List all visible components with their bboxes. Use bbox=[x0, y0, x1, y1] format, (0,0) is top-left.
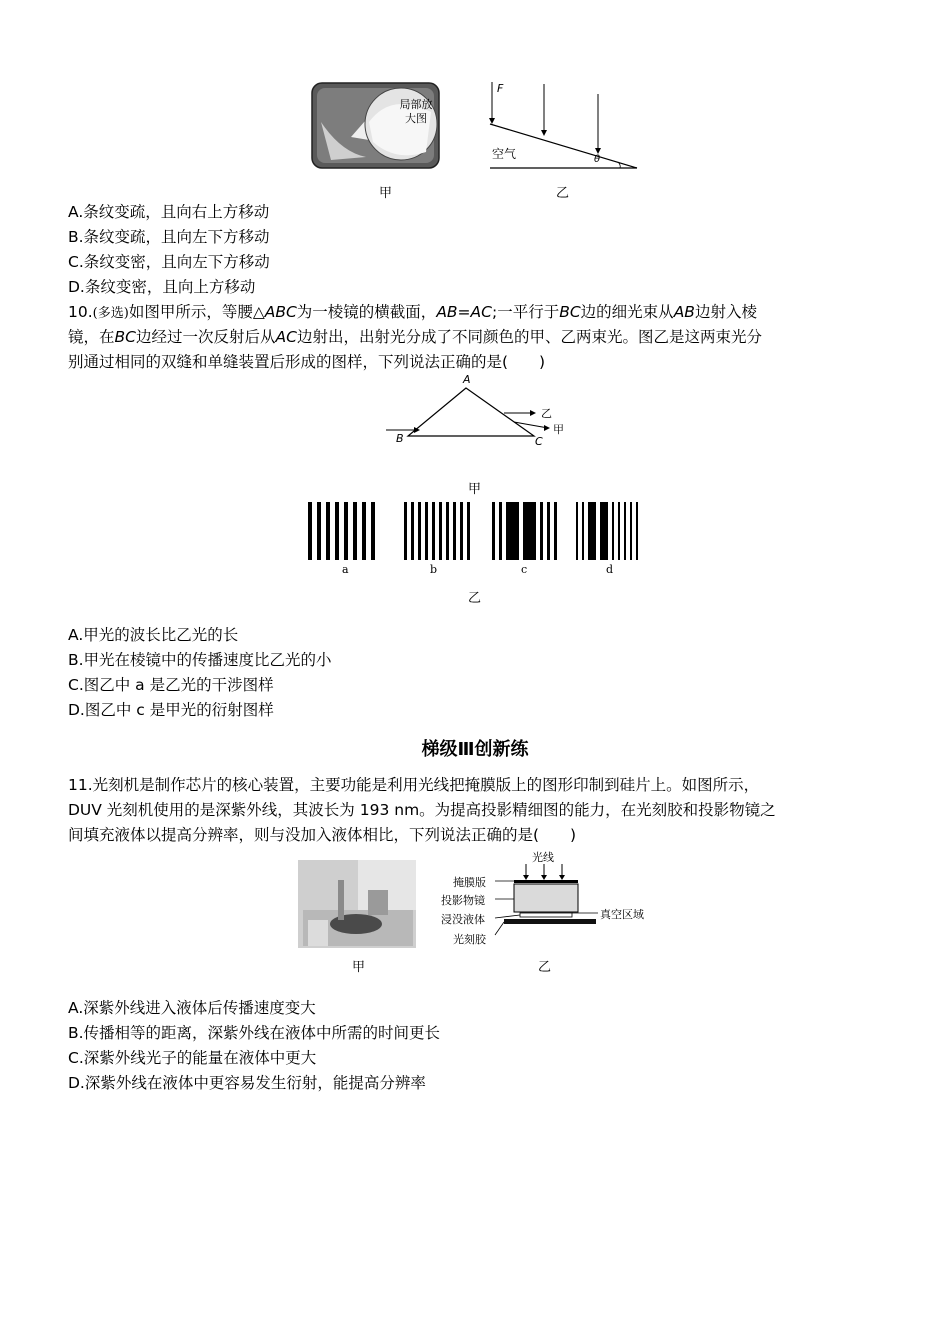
beam-yi-label: 乙 bbox=[541, 407, 552, 420]
q10-line-1: 10.(多选)如图甲所示，等腰△ABC为一棱镜的横截面，AB=AC;一平行于BC边的细光束从AB边射入棱 bbox=[68, 303, 757, 321]
lithography-photo bbox=[298, 860, 416, 948]
q11-line-3: 间填充液体以提高分辨率，则与没加入液体相比，下列说法正确的是( ) bbox=[68, 826, 577, 844]
q9-option-c: C.条纹变密，且向左下方移动 bbox=[68, 253, 270, 271]
lens-label: 投影物镜 bbox=[441, 894, 485, 907]
q9-option-d: D.条纹变密，且向上方移动 bbox=[68, 278, 256, 296]
q11-option-a: A.深紫外线进入液体后传播速度变大 bbox=[68, 999, 316, 1017]
q10-option-c: C.图乙中 a 是乙光的干涉图样 bbox=[68, 676, 274, 694]
q9-option-b: B.条纹变疏，且向左下方移动 bbox=[68, 228, 270, 246]
pattern-label-b: b bbox=[430, 563, 438, 576]
mask-label: 掩膜版 bbox=[453, 876, 486, 889]
pattern-d bbox=[576, 502, 638, 560]
light-label: 光线 bbox=[532, 851, 554, 864]
q9-option-a: A.条纹变疏，且向右上方移动 bbox=[68, 203, 270, 221]
vertex-a-label: A bbox=[463, 373, 471, 386]
fig9-caption-a: 甲 bbox=[379, 186, 393, 201]
q11-option-b: B.传播相等的距离，深紫外线在液体中所需的时间更长 bbox=[68, 1024, 441, 1042]
pattern-label-a: a bbox=[342, 563, 349, 576]
vertex-b-label: B bbox=[396, 432, 404, 445]
q10-option-a: A.甲光的波长比乙光的长 bbox=[68, 626, 239, 644]
q10-option-d: D.图乙中 c 是甲光的衍射图样 bbox=[68, 701, 274, 719]
pattern-label-c: c bbox=[521, 563, 528, 576]
q10-line-3: 别通过相同的双缝和单缝装置后形成的图样，下列说法正确的是( ) bbox=[68, 353, 546, 371]
angle-label: θ bbox=[594, 154, 601, 165]
q10-line-2: 镜，在BC边经过一次反射后从AC边射出，出射光分成了不同颜色的甲、乙两束光。图乙是这两束光分 bbox=[68, 328, 762, 346]
q11-line-2: DUV 光刻机使用的是深紫外线，其波长为 193 nm。为提高投影精细图的能力，在光刻胶和投影物镜之 bbox=[68, 801, 776, 819]
section-heading: 梯级Ⅲ创新练 bbox=[421, 739, 529, 760]
resist-label: 光刻胶 bbox=[453, 933, 486, 946]
pattern-c bbox=[492, 502, 557, 560]
prism-caption: 甲 bbox=[468, 482, 482, 497]
liquid-label: 浸没液体 bbox=[441, 913, 485, 926]
air-label: 空气 bbox=[492, 147, 517, 161]
q10-option-b: B.甲光在棱镜中的传播速度比乙光的小 bbox=[68, 651, 332, 669]
label-leaders bbox=[490, 878, 610, 940]
q11-caption-b: 乙 bbox=[538, 960, 552, 975]
vacuum-label: 真空区域 bbox=[600, 908, 644, 921]
vertex-c-label: C bbox=[535, 435, 543, 448]
pattern-a bbox=[308, 502, 375, 560]
fringe-patterns bbox=[306, 500, 646, 562]
patterns-caption: 乙 bbox=[468, 591, 482, 606]
pattern-b bbox=[404, 502, 470, 560]
q11-caption-a: 甲 bbox=[352, 960, 366, 975]
fig9-caption-b: 乙 bbox=[556, 186, 570, 201]
q11-option-c: C.深紫外线光子的能量在液体中更大 bbox=[68, 1049, 317, 1067]
q11-option-d: D.深紫外线在液体中更容易发生衍射，能提高分辨率 bbox=[68, 1074, 426, 1092]
q11-line-1: 11.光刻机是制作芯片的核心装置，主要功能是利用光线把掩膜版上的图形印制到硅片上。如图所示， bbox=[68, 776, 760, 794]
fig9-photo-label: 局部放大图 bbox=[399, 98, 433, 125]
beam-jia-label: 甲 bbox=[553, 423, 564, 436]
pattern-label-d: d bbox=[606, 563, 614, 576]
force-label: F bbox=[497, 82, 504, 95]
